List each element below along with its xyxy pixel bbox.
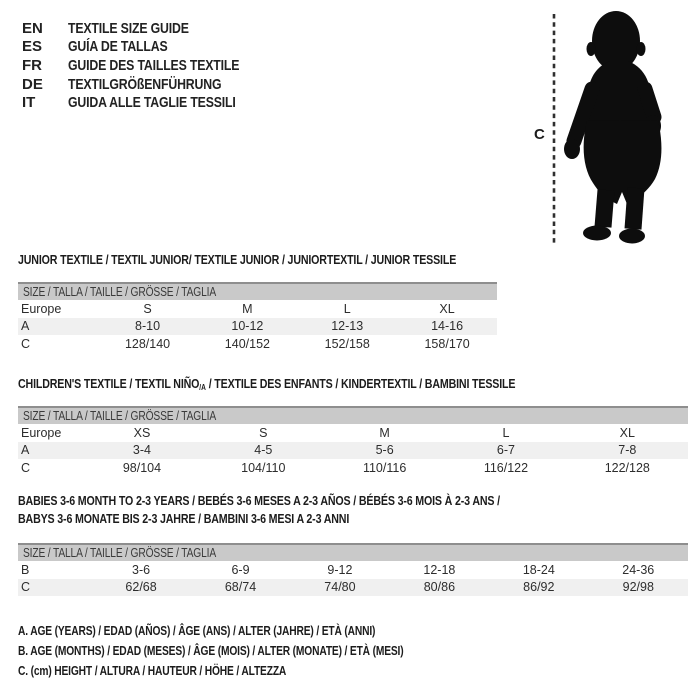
size-cell: L <box>502 425 510 440</box>
silhouette-foot-left <box>583 226 611 241</box>
size-cell: 128/140 <box>124 336 171 351</box>
language-row-fr <box>22 56 277 75</box>
size-cell: 116/122 <box>483 460 529 475</box>
size-cell: 12-18 <box>423 562 456 577</box>
size-header-bar <box>18 543 688 561</box>
footnote-a <box>18 622 488 642</box>
size-cell: 9-12 <box>327 562 353 577</box>
language-code: EN <box>22 19 43 37</box>
section-children-textile <box>18 377 688 477</box>
size-cell: 110/116 <box>362 460 407 475</box>
size-header-text: SIZE / TALLA / TAILLE / GRÖSSE / TAGLIA <box>23 546 216 560</box>
size-cell: XS <box>133 425 151 440</box>
size-cell: 122/128 <box>604 460 650 475</box>
size-cell: 140/152 <box>224 336 270 351</box>
silhouette-shorts <box>584 120 662 204</box>
size-cell: 5-6 <box>375 443 394 458</box>
size-cell: 80/86 <box>423 580 456 595</box>
section-title-line1: BABIES 3-6 MONTH TO 2-3 YEARS / BEBÉS 3-6 MESES A 2-3 AÑOS / BÉBÉS 3-6 MOIS À 2-3 ANS / <box>18 493 500 508</box>
size-cell: 7-8 <box>618 443 637 458</box>
footnote-c <box>18 662 488 682</box>
row-label: C <box>21 460 31 475</box>
language-title: GUIDA ALLE TAGLIE TESSILI <box>68 94 236 112</box>
silhouette-arm-right <box>645 89 654 117</box>
size-cell: 24-36 <box>622 562 655 577</box>
size-cell: 8-10 <box>135 319 161 334</box>
size-cell: 10-12 <box>231 319 264 334</box>
row-label: A <box>21 319 30 334</box>
size-cell: 104/110 <box>241 460 286 475</box>
toddler-silhouette <box>528 5 688 250</box>
size-cell: M <box>242 301 253 316</box>
size-cell: 98/104 <box>122 460 162 475</box>
size-cell: M <box>379 425 390 440</box>
row-label: C <box>21 336 31 351</box>
size-cell: 62/68 <box>125 580 157 595</box>
row-label: Europe <box>21 425 62 440</box>
section-title-text <box>18 377 515 393</box>
silhouette-ear-left <box>587 42 596 56</box>
table-row <box>18 318 497 336</box>
size-cell: S <box>259 425 268 440</box>
footnote-text: A. AGE (YEARS) / EDAD (AÑOS) / ÂGE (ANS) / ALTER (JAHRE) / ETÀ (ANNI) <box>18 624 376 638</box>
size-cell: 18-24 <box>522 562 555 577</box>
size-cell: 12-13 <box>331 319 364 334</box>
language-code: IT <box>22 94 36 112</box>
height-measure-figure <box>528 5 688 250</box>
size-cell: 158/170 <box>424 336 470 351</box>
size-cell: XL <box>439 301 455 316</box>
table-row <box>18 579 688 597</box>
section-title-text: JUNIOR TEXTILE / TEXTIL JUNIOR/ TEXTILE JUNIOR / JUNIORTEXTIL / JUNIOR TESSILE <box>18 252 457 267</box>
children-size-table <box>18 424 688 477</box>
title-part: CHILDREN'S TEXTILE / TEXTIL NIÑO <box>18 376 200 391</box>
row-label: Europe <box>21 301 62 316</box>
silhouette-hand-left <box>564 139 580 159</box>
section-title <box>18 253 497 267</box>
silhouette-leg-right <box>633 188 636 229</box>
footnote-b <box>18 642 488 662</box>
measure-label-c: C <box>534 126 545 143</box>
row-label: B <box>21 562 30 577</box>
junior-size-table <box>18 300 497 353</box>
table-row <box>18 335 497 353</box>
size-cell: L <box>343 301 351 316</box>
language-title: GUIDE DES TAILLES TEXTILE <box>68 56 240 74</box>
size-cell: 6-7 <box>496 443 515 458</box>
size-cell: 74/80 <box>324 580 356 595</box>
section-junior-textile <box>18 253 497 353</box>
table-row <box>18 442 688 460</box>
section-babies-textile <box>18 492 688 596</box>
language-code: ES <box>22 38 43 56</box>
title-subscript: /A <box>199 383 206 392</box>
silhouette-foot-right <box>619 229 645 244</box>
footnote-text: C. (cm) HEIGHT / ALTURA / HAUTEUR / HÖHE / ALTEZZA <box>18 663 287 678</box>
size-cell: 4-5 <box>254 443 273 458</box>
language-title: TEXTILGRÖßENFÜHRUNG <box>68 75 222 93</box>
row-label: C <box>21 580 31 595</box>
size-cell: XL <box>619 425 635 440</box>
table-row <box>18 459 688 477</box>
language-code: FR <box>22 56 42 74</box>
footnote-text: B. AGE (MONTHS) / EDAD (MESES) / ÂGE (MOIS) / ALTER (MONATE) / ETÀ (MESI) <box>18 643 404 658</box>
size-cell: 3-4 <box>132 443 151 458</box>
row-label: A <box>21 443 30 458</box>
language-row-es <box>22 38 277 57</box>
size-cell: 68/74 <box>224 580 257 595</box>
table-row <box>18 300 497 318</box>
title-part: / TEXTILE DES ENFANTS / KINDERTEXTIL / BAMBINI TESSILE <box>205 376 516 391</box>
language-row-de <box>22 75 277 94</box>
size-cell: S <box>143 301 152 316</box>
language-list <box>22 19 277 112</box>
language-title: TEXTILE SIZE GUIDE <box>68 19 189 37</box>
section-title <box>18 492 688 528</box>
size-header-bar <box>18 406 688 424</box>
language-row-it <box>22 93 277 112</box>
size-header-bar <box>18 282 497 300</box>
size-cell: 3-6 <box>132 562 151 577</box>
babies-size-table <box>18 561 688 596</box>
silhouette-leg-left <box>603 190 606 227</box>
silhouette-ear-right <box>637 42 646 56</box>
table-row <box>18 424 688 442</box>
language-code: DE <box>22 75 43 93</box>
size-cell: 86/92 <box>523 580 555 595</box>
size-cell: 152/158 <box>324 336 370 351</box>
section-title <box>18 377 688 393</box>
size-header-text: SIZE / TALLA / TAILLE / GRÖSSE / TAGLIA <box>23 409 216 423</box>
size-cell: 6-9 <box>231 562 250 577</box>
language-row-en <box>22 19 277 38</box>
language-title: GUÍA DE TALLAS <box>68 38 168 56</box>
section-title-line2: BABYS 3-6 MONATE BIS 2-3 JAHRE / BAMBINI 3-6 MESI A 2-3 ANNI <box>18 511 350 526</box>
footnotes <box>18 622 488 681</box>
table-row <box>18 561 688 579</box>
size-cell: 92/98 <box>622 580 654 595</box>
size-header-text: SIZE / TALLA / TAILLE / GRÖSSE / TAGLIA <box>23 285 216 299</box>
size-cell: 14-16 <box>431 319 464 334</box>
